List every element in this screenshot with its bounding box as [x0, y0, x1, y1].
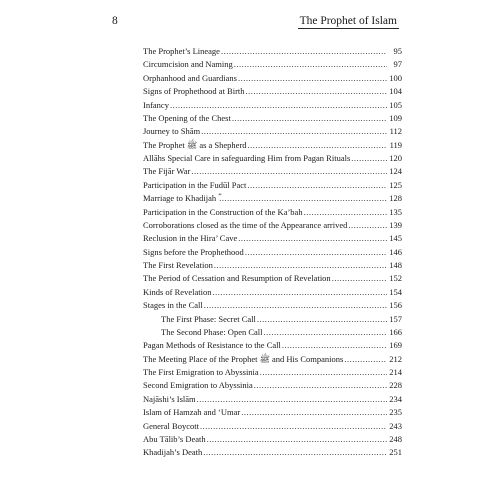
dot-leader: [260, 366, 387, 379]
dot-leader: [248, 139, 387, 152]
toc-page-number: 148: [389, 260, 402, 270]
toc-entry: [143, 112, 402, 125]
dot-leader: [197, 393, 387, 406]
toc-entry: [143, 85, 402, 98]
toc-page-number: 169: [389, 340, 402, 351]
toc-entry: [143, 299, 402, 312]
toc-page-number: 124: [389, 166, 402, 177]
toc-page-number: 146: [389, 246, 402, 257]
toc-entry: [143, 420, 402, 433]
toc-entry: [143, 406, 402, 419]
toc-entry: [143, 72, 402, 85]
toc-entry: [143, 272, 402, 285]
toc-entry-title: Pagan Methods of Resistance to the Call: [143, 340, 281, 351]
toc-entry-title: Participation in the Construction of the Ka’bah: [143, 206, 303, 217]
dot-leader: [304, 206, 387, 219]
dot-leader: [234, 58, 387, 71]
dot-leader: [241, 406, 387, 419]
toc-page-number: 105: [389, 99, 402, 110]
toc-entry-title: General Boycott: [143, 420, 199, 431]
toc-entry-title: The First Phase: Secret Call: [161, 313, 256, 324]
dot-leader: [282, 339, 387, 352]
toc-entry-title: Journey to Shām: [143, 126, 201, 137]
toc-page-number: 109: [389, 112, 402, 123]
dot-leader: [219, 192, 387, 205]
toc-entry: [143, 232, 402, 245]
toc-entry-title: Najāshi’s Islām: [143, 393, 196, 404]
toc-page-number: 128: [389, 193, 402, 204]
toc-entry: [143, 192, 402, 205]
toc-entry: [143, 139, 402, 152]
toc-entry-title: Reclusion in the Hira’ Cave: [143, 233, 238, 244]
toc-entry: [143, 446, 402, 459]
toc-entry: [143, 179, 402, 192]
toc-entry: [143, 339, 402, 352]
toc-entry-title: The Fijār War: [143, 166, 191, 177]
toc-page-number: 156: [389, 300, 402, 311]
toc-page-number: 119: [389, 139, 402, 150]
toc-page-number: 120: [389, 153, 402, 163]
dot-leader: [191, 165, 387, 178]
toc-entry-title: Signs before the Prophethood: [143, 246, 244, 257]
toc-entry: [143, 379, 402, 392]
toc-subentry: [143, 326, 402, 339]
toc-page-number: 214: [389, 367, 402, 377]
toc-entry-title: The Second Phase: Open Call: [161, 326, 263, 337]
toc-entry: [143, 99, 402, 112]
toc-entry: [143, 206, 402, 219]
toc-entry-title: Infancy: [143, 99, 169, 110]
dot-leader: [200, 420, 387, 433]
toc-entry-title: The First Emigration to Abyssinia: [143, 367, 259, 377]
toc-page-number: 166: [389, 326, 402, 337]
toc-entry-title: The First Revelation: [143, 260, 213, 270]
dot-leader: [214, 259, 387, 272]
dot-leader: [238, 232, 387, 245]
toc-entry: [143, 165, 402, 178]
toc-page-number: 139: [389, 219, 402, 230]
dot-leader: [246, 85, 387, 98]
dot-leader: [201, 125, 387, 138]
dot-leader: [247, 179, 387, 192]
toc-entry: [143, 393, 402, 406]
dot-leader: [232, 112, 387, 125]
dot-leader: [344, 353, 387, 366]
toc-page-number: 248: [389, 433, 402, 444]
dot-leader: [238, 72, 387, 85]
toc-entry: [143, 286, 402, 299]
page-number: 8: [112, 15, 118, 27]
table-of-contents: [143, 45, 402, 460]
toc-entry-title: The Opening of the Chest: [143, 112, 231, 123]
dot-leader: [351, 152, 387, 165]
dot-leader: [348, 219, 387, 232]
toc-page-number: 97: [393, 59, 402, 70]
toc-entry-title: Orphanhood and Guardians: [143, 72, 237, 83]
page-header: [112, 15, 399, 33]
toc-entry: [143, 353, 402, 366]
dot-leader: [264, 326, 387, 339]
toc-page-number: 100: [389, 72, 402, 83]
toc-entry-title: Second Emigration to Abyssinia: [143, 380, 253, 391]
dot-leader: [254, 379, 387, 392]
toc-entry: [143, 58, 402, 71]
toc-page-number: 135: [389, 206, 402, 217]
toc-page-number: 125: [389, 179, 402, 190]
dot-leader: [204, 299, 387, 312]
toc-entry-title: Allāhs Special Care in safeguarding Him from Pagan Rituals: [143, 153, 351, 163]
toc-entry: [143, 125, 402, 138]
toc-entry-title: The Prophet ﷺ as a Shepherd: [143, 139, 247, 150]
toc-page-number: 212: [389, 353, 402, 364]
toc-page-number: 154: [389, 286, 402, 297]
toc-page-number: 234: [389, 393, 402, 404]
toc-entry-title: Corroborations closed as the time of the Appearance arrived: [143, 219, 348, 230]
toc-entry-title: Kinds of Revelation: [143, 286, 212, 297]
toc-entry-title: The Prophet’s Lineage: [143, 46, 220, 56]
running-title: The Prophet of Islam: [299, 15, 397, 27]
toc-page-number: 235: [389, 407, 402, 418]
toc-entry-title: Marriage to Khadijah ؓ: [143, 193, 219, 204]
toc-entry-title: The Period of Cessation and Resumption of Revelation: [143, 273, 331, 284]
toc-page-number: 95: [393, 46, 402, 56]
dot-leader: [245, 246, 387, 259]
toc-entry: [143, 152, 402, 165]
toc-page-number: 112: [389, 126, 402, 137]
toc-page-number: 104: [389, 86, 402, 97]
toc-entry: [143, 219, 402, 232]
toc-entry-title: The Meeting Place of the Prophet ﷺ and His Companions: [143, 353, 344, 364]
toc-entry-title: Signs of Prophethood at Birth: [143, 86, 245, 97]
toc-page-number: 228: [389, 380, 402, 391]
toc-entry: [143, 259, 402, 272]
toc-entry: [143, 246, 402, 259]
toc-subentry: [143, 313, 402, 326]
dot-leader: [332, 272, 387, 285]
dot-leader: [207, 433, 387, 446]
dot-leader: [212, 286, 387, 299]
toc-page-number: 152: [389, 273, 402, 284]
toc-entry-title: Khadijah’s Death: [143, 447, 203, 458]
toc-entry-title: Participation in the Fudūl Pact: [143, 179, 247, 190]
toc-entry-title: Stages in the Call: [143, 300, 203, 311]
toc-page-number: 157: [389, 313, 402, 324]
toc-page-number: 243: [389, 420, 402, 431]
toc-page-number: 251: [389, 447, 402, 458]
toc-page-number: 145: [389, 233, 402, 244]
toc-entry: [143, 45, 402, 58]
toc-entry-title: Circumcision and Naming: [143, 59, 233, 70]
toc-entry-title: Islam of Hamzah and ‘Umar: [143, 407, 241, 418]
toc-entry: [143, 366, 402, 379]
dot-leader: [170, 99, 387, 112]
toc-entry: [143, 433, 402, 446]
dot-leader: [221, 45, 387, 58]
toc-entry-title: Abu Tālib’s Death: [143, 433, 206, 444]
dot-leader: [257, 313, 387, 326]
dot-leader: [203, 446, 387, 459]
